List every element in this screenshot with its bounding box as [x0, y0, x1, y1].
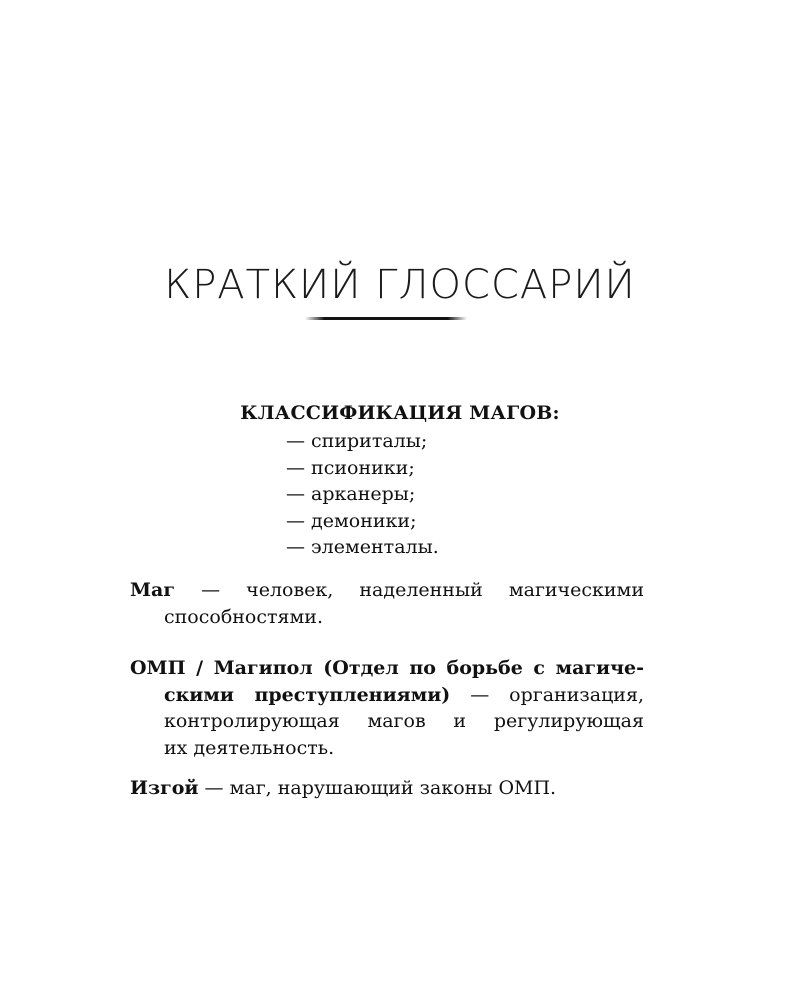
list-item: — элементалы.: [286, 536, 439, 558]
glossary-entry-omp: [130, 655, 644, 761]
entry-line: способностями.: [164, 605, 323, 628]
title-underline: [305, 317, 467, 320]
entry-line: контролирующая магов и регулирующая: [164, 710, 644, 732]
classification-list: [286, 428, 439, 561]
list-item: — арканеры;: [286, 483, 416, 505]
entry-line: [130, 577, 644, 604]
list-item: — спириталы;: [286, 430, 428, 452]
glossary-entry-mag: [130, 577, 644, 630]
entry-term-continuation: скими преступлениями): [164, 683, 451, 706]
entry-definition: — организация,: [470, 683, 644, 706]
entry-definition: — человек, наделенный магическими: [201, 579, 644, 601]
page-title: КРАТКИЙ ГЛОССАРИЙ: [164, 262, 636, 308]
list-item: — демоники;: [286, 509, 417, 532]
entry-line: [130, 775, 644, 802]
entry-line: [130, 682, 644, 709]
entry-term: Изгой: [130, 777, 199, 799]
classification-heading: КЛАССИФИКАЦИЯ МАГОВ:: [240, 402, 560, 424]
entry-definition: — маг, нарушающий законы ОМП.: [204, 777, 557, 799]
glossary-entry-izgoy: [130, 775, 644, 802]
list-item: — псионики;: [286, 456, 415, 479]
entry-term: ОМП / Магипол (Отдел по борьбе с магиче-: [130, 657, 644, 679]
entry-term: Маг: [130, 579, 175, 601]
entry-line: их деятельность.: [164, 736, 335, 759]
